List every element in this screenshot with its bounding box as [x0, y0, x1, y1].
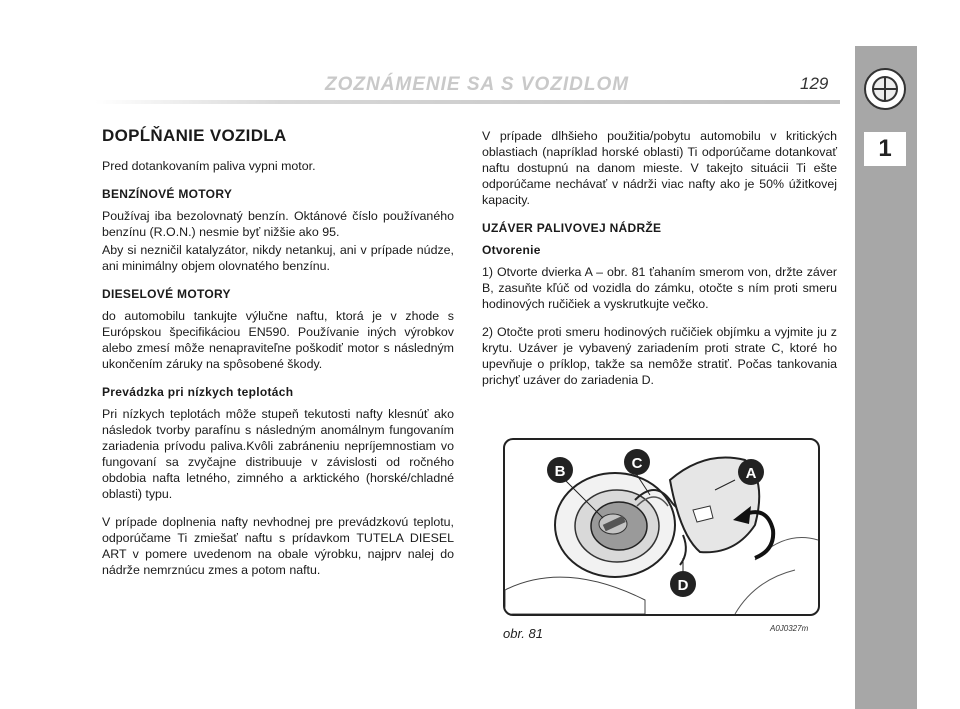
figure-caption: obr. 81 [503, 626, 543, 641]
critical-areas-paragraph: V prípade dlhšieho použitia/pobytu automobilu v kritických oblastiach (napríklad horské oblasti) Ti odporúčame dotankovať naftu dostupnú na danom mieste. V takejto situácii Ti ešte odporúčame nechávať v nádrži viac nafty ako je 50% úžitkovej kapacity. [482, 129, 837, 207]
cold-paragraph-2: V prípade doplnenia nafty nevhodnej pre prevádzkovú teplotu, odporúčame Ti zmiešať naftu s prídavkom TUTELA DIESEL ART v pomere uvedenom na obale výrobku, najprv nalej do nádrže nemrznúcu zmes a potom naftu. [102, 515, 454, 577]
page-number: 129 [800, 74, 829, 93]
cold-heading: Prevádzka pri nízkych teplotách [102, 385, 294, 399]
callout-b [547, 457, 573, 483]
benzin-paragraph-2: Aby si nezničil katalyzátor, nikdy netankuj, ani v prípade núdze, ani minimálny objem olovnatého benzínu. [102, 243, 454, 273]
chapter-number: 1 [864, 132, 906, 166]
diesel-paragraph: do automobilu tankujte výlučne naftu, ktorá je v zhode s Európskou špecifikáciou EN590. Používanie iných výrobkov alebo zmesí môže nenapraviteľne poškodiť motor s následným ukončením záruky na spôsobené škody. [102, 309, 454, 371]
cold-paragraph-1: Pri nízkych teplotách môže stupeň tekutosti nafty klesnúť ako následok tvorby parafínu s následným anomálnym fungovaním zariadenia prívodu paliva.Kvôli zabráneniu nepríjemnostiam vo fungovaní sa zvyčajne distribuuje v závislosti od ročného obdobia nafta letného, zimného a arktického (horské/chladné oblasti) typu. [102, 407, 454, 501]
benzin-heading: BENZÍNOVÉ MOTORY [102, 187, 233, 201]
intro-paragraph: Pred dotankovaním paliva vypni motor. [102, 159, 316, 173]
header-rule [95, 100, 840, 104]
callout-c [624, 449, 650, 475]
callout-d [670, 571, 696, 597]
step-2-paragraph: 2) Otočte proti smeru hodinových ručičiek objímku a vyjmite ju z krytu. Uzáver je vybavený zariadením proti strate C, ktoré ho upevňuje o príklop, takže sa nemôže stratiť. Počas tankovania prichyť uzáver do zariadenia D. [482, 325, 837, 387]
diesel-heading: DIESELOVÉ MOTORY [102, 287, 231, 301]
fuel-cap-drawing [505, 440, 818, 614]
fuel-cap-heading: UZÁVER PALIVOVEJ NÁDRŽE [482, 221, 662, 235]
callout-d-label: D [677, 577, 689, 594]
section-heading: DOPĹŇANIE VOZIDLA [102, 126, 287, 145]
running-header-title: ZOZNÁMENIE SA S VOZIDLOM [325, 74, 630, 95]
figure-code: A0J0327m [770, 624, 809, 633]
right-column [482, 128, 837, 400]
opening-heading: Otvorenie [482, 243, 541, 257]
step-1-paragraph: 1) Otvorte dvierka A – obr. 81 ťahaním smerom von, držte záver B, zasuňte kľúč od vozidla do zámku, otočte s ním proti smeru hodinových ručičiek a vyskrutkujte večko. [482, 265, 837, 311]
alfa-romeo-logo-icon [864, 68, 906, 110]
left-column [102, 128, 454, 590]
callout-a [738, 459, 764, 485]
benzin-paragraph-1: Používaj iba bezolovnatý benzín. Oktánové číslo používaného benzínu (R.O.N.) nesmie byť nižšie ako 95. [102, 209, 454, 239]
callout-a-label: A [745, 465, 757, 482]
callout-c-label: C [631, 455, 643, 472]
callout-b-label: B [554, 463, 566, 480]
fuel-cap-illustration [503, 438, 820, 616]
